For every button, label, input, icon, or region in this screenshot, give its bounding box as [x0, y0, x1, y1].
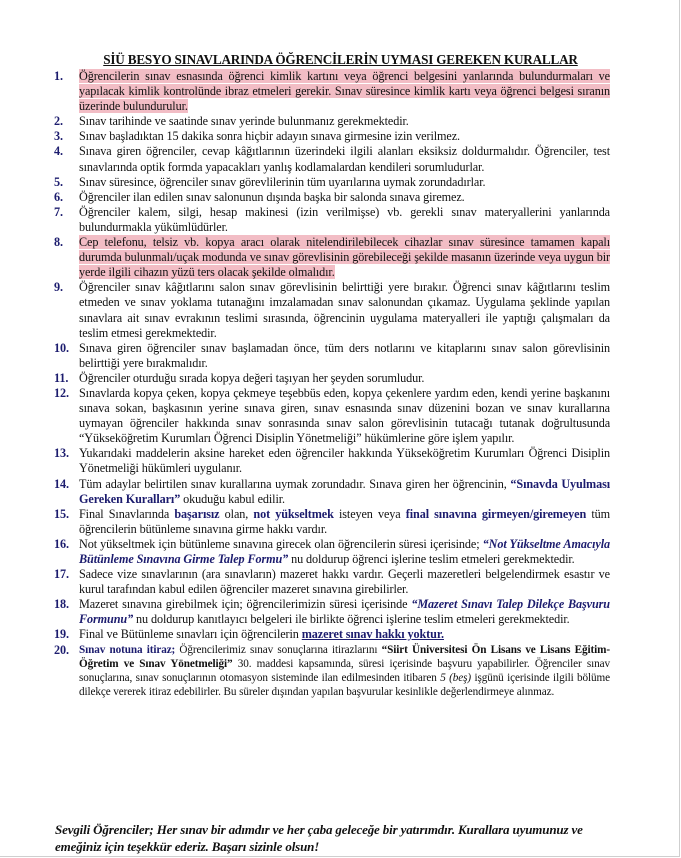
rule-text: [79, 627, 610, 642]
rule-text: Yukarıdaki maddelerin aksine hareket eden öğrenciler hakkında Yükseköğretim Kurumları Öğrenci Disiplin Yönetmeliği hükümleri uygulanır.: [79, 446, 610, 476]
rule-number: 15.: [54, 506, 69, 521]
rule-text-part: okuduğu kabul edilir.: [180, 491, 285, 506]
rule-emphasis: başarısız: [174, 506, 220, 521]
rule-20: [54, 643, 610, 700]
rule-text: [79, 507, 610, 537]
rule-emphasis: mazeret sınav hakkı yoktur.: [301, 627, 444, 642]
rule-19: [54, 627, 610, 642]
rule-emphasis: Sınav notuna itiraz;: [79, 643, 176, 656]
rule-4: [54, 144, 610, 174]
rules-list: [54, 69, 610, 699]
rule-11: [54, 371, 610, 386]
rule-emphasis: “Siirt Üniversitesi Ön Lisans ve Lisans Eğitim-Öğretim ve Sınav Yönetmeliği”: [79, 643, 610, 670]
rule-number: 16.: [54, 536, 69, 551]
rule-number: 4.: [54, 144, 63, 159]
rule-number: 8.: [54, 235, 63, 250]
rule-number: 2.: [54, 114, 63, 129]
rule-text-part: 30. maddesi kapsamında, süresi içerisinde başvuru yapabilirler. Öğrenciler sınav sonuçlarına, sınav sonuçlarının otomasyon sisteminde ilan edilmesinden itibaren: [79, 657, 610, 684]
rule-emphasis: final sınavına girmeyen/giremeyen: [405, 506, 587, 521]
rule-text-part: Mazeret sınavına girebilmek için; öğrencilerimizin süresi içerisinde: [79, 597, 412, 612]
closing-message: Sevgili Öğrenciler; Her sınav bir adımdır ve her çaba geleceğe bir yatırımdır. Kurallara uyumunuz ve emeğiniz için teşekkür ederiz. Başarı sizinle olsun!: [55, 822, 583, 854]
document-title: SİÜ BESYO SINAVLARINDA ÖĞRENCİLERİN UYMASI GEREKEN KURALLAR: [103, 52, 578, 67]
rule-12: [54, 386, 610, 446]
rule-text: Sınav tarihinde ve saatinde sınav yerinde bulunmanız gerekmektedir.: [79, 114, 409, 129]
rule-9: [54, 280, 610, 340]
rule-text: [79, 537, 610, 567]
rule-14: [54, 477, 610, 507]
rule-8: [54, 235, 610, 280]
rule-number: 7.: [54, 204, 63, 219]
rule-7: [54, 205, 610, 235]
rule-number: 3.: [54, 129, 63, 144]
rule-text: Öğrenciler kalem, silgi, hesap makinesi (izin verilmişse) vb. gerekli sınav materyallerini yanlarında bulundurmakla yükümlüdürler.: [79, 204, 610, 234]
rule-1: [54, 69, 610, 114]
rule-18: [54, 597, 610, 627]
rule-text: [79, 597, 610, 627]
rule-number: 10.: [54, 340, 69, 355]
rule-text-part: olan,: [219, 506, 254, 521]
rule-number: 9.: [54, 280, 63, 295]
rule-number: 12.: [54, 385, 69, 400]
rule-text: [79, 477, 610, 507]
rule-text-part: isteyen veya: [333, 506, 406, 521]
rule-text-part: işgünü içerisinde ilgili bölüme dilekçe vererek itiraz edebilirler. Bu süreler dışından yapılan başvurular kesinlikle değerlendirmeye alınmaz.: [79, 671, 610, 699]
rule-number: 20.: [54, 642, 69, 657]
rule-number: 6.: [54, 189, 63, 204]
rule-emphasis: not yükseltmek: [253, 506, 334, 521]
rule-16: [54, 537, 610, 567]
rule-text: Sınav başladıktan 15 dakika sonra hiçbir adayın sınava girmesine izin verilmez.: [79, 129, 460, 144]
rule-text-part: Tüm adaylar belirtilen sınav kurallarına uymak zorundadır. Sınava giren her öğrencinin,: [79, 476, 511, 491]
rule-text: Öğrenciler sınav kâğıtlarını salon sınav görevlisinin belirttiği yere bırakır. Öğrenci sınav kâğıtlarını teslim etmeden ve sınav yoklama tutanağını imzalamadan sınav salonundan çıkamaz. Uygulama şeklinde yapılan sınavlara ait sınav evrakının teslimi sırasında, öğrencinin uygulama materyalleri ile yaptığı çalışmaları da teslim etmesi gerekmektedir.: [79, 280, 610, 340]
rule-13: [54, 446, 610, 476]
rule-number: 19.: [54, 627, 69, 642]
rule-text-part: nu doldurup öğrenci işlerine teslim etmeleri gerekmektedir.: [288, 552, 575, 566]
rule-10: [54, 341, 610, 371]
rule-text-part: Final ve Bütünleme sınavları için öğrencilerin: [79, 627, 302, 642]
rule-form-name: “Mazeret Sınavı Talep Dilekçe Başvuru Formunu”: [79, 597, 610, 627]
rule-number: 1.: [54, 69, 63, 83]
rule-number: 11.: [54, 370, 69, 385]
rule-form-name: “Not Yükseltme Amacıyla Bütünleme Sınavına Girme Talep Formu”: [79, 536, 611, 566]
rule-text: [79, 643, 610, 700]
rule-5: [54, 175, 610, 190]
rule-text: Öğrencilerin sınav esnasında öğrenci kimlik kartını veya öğrenci belgesini yanlarında bulundurmaları ve yapılacak kimlik kontrolünde ibraz etmeleri gerekir. Sınav süresince kimlik kartı veya öğrenci belgesi sıranın üzerinde bulundurulur.: [79, 69, 610, 114]
rule-text-part: Not yükseltmek için bütünleme sınavına girecek olan öğrencilerin süresi içerisinde;: [79, 536, 483, 551]
rule-text-part: tüm öğrencilerin bütünleme sınavına girme hakkı vardır.: [79, 506, 610, 536]
rule-text: Öğrenciler oturduğu sırada kopya değeri taşıyan her şeyden sorumludur.: [79, 370, 425, 385]
rule-text-part: Öğrencilerimiz sınav sonuçlarına itirazlarını: [175, 643, 382, 656]
rule-15: [54, 507, 610, 537]
rule-6: [54, 190, 610, 205]
rule-text: Sınava giren öğrenciler sınav başlamadan önce, tüm ders notlarını ve kitaplarını sınav salon görevlisinin belirttiği yere bırakmalıdır.: [79, 340, 610, 370]
rule-number: 14.: [54, 476, 69, 491]
rule-text: Cep telefonu, telsiz vb. kopya aracı olarak nitelendirilebilecek cihazlar sınav süresince tamamen kapalı durumda bulunmalı/uçak modunda ve sınav görevlisinin görebileceği şekilde masanın üzerinde veya uygun bir yerde ilgili cihazın yüzü ters olacak şekilde olmalıdır.: [79, 235, 610, 280]
rule-number: 18.: [54, 597, 69, 612]
rule-text: Sınava giren öğrenciler, cevap kâğıtlarının üzerindeki ilgili alanları eksiksiz doldurmalıdır. Öğrenciler, test sınavlarında optik formda yapacakları yanlış kodlamalardan kendileri sorumludurlar.: [79, 144, 610, 174]
rule-2: [54, 114, 610, 129]
rule-text-part: Final Sınavlarında: [79, 506, 175, 521]
rule-number: 17.: [54, 567, 69, 582]
rule-text: Sınavlarda kopya çeken, kopya çekmeye teşebbüs eden, kopya çekenlere yardım eden, kendi yerine başkanını sınava sokan, başkasının yerine sınava giren, sınav esnasında sınav düzenini bozan ve sınav kurallarına uymayan öğrenciler hakkında sınav sonrasında sınav salon görevlisinin tutacağı tutanak doğrultusunda “Yükseköğretim Kurumları Öğrenci Disiplin Yönetmeliği” hükümlerine göre işlem yapılır.: [79, 385, 610, 446]
rule-text: Öğrenciler ilan edilen sınav salonunun dışında başka bir salonda sınava giremez.: [79, 189, 465, 204]
rule-emphasis: 5 (beş): [440, 671, 471, 684]
rule-text: Sadece vize sınavlarının (ara sınavların) mazeret hakkı vardır. Geçerli mazeretleri belgelendirmek esastır ve kurul tarafından kabul edilen öğrenciler mazeret sınavına girebilirler.: [79, 567, 610, 597]
rule-emphasis: “Sınavda Uyulması Gereken Kuralları”: [79, 476, 610, 506]
rule-text-part: nu doldurup kanıtlayıcı belgeleri ile birlikte öğrenci işlerine teslim etmeleri gerekmektedir.: [133, 612, 570, 627]
rule-number: 5.: [54, 174, 63, 189]
rule-text: Sınav süresince, öğrenciler sınav görevlilerinin tüm uyarılarına uymak zorundadırlar.: [79, 174, 486, 189]
rule-3: [54, 129, 610, 144]
rule-number: 13.: [54, 446, 69, 461]
rule-17: [54, 567, 610, 597]
